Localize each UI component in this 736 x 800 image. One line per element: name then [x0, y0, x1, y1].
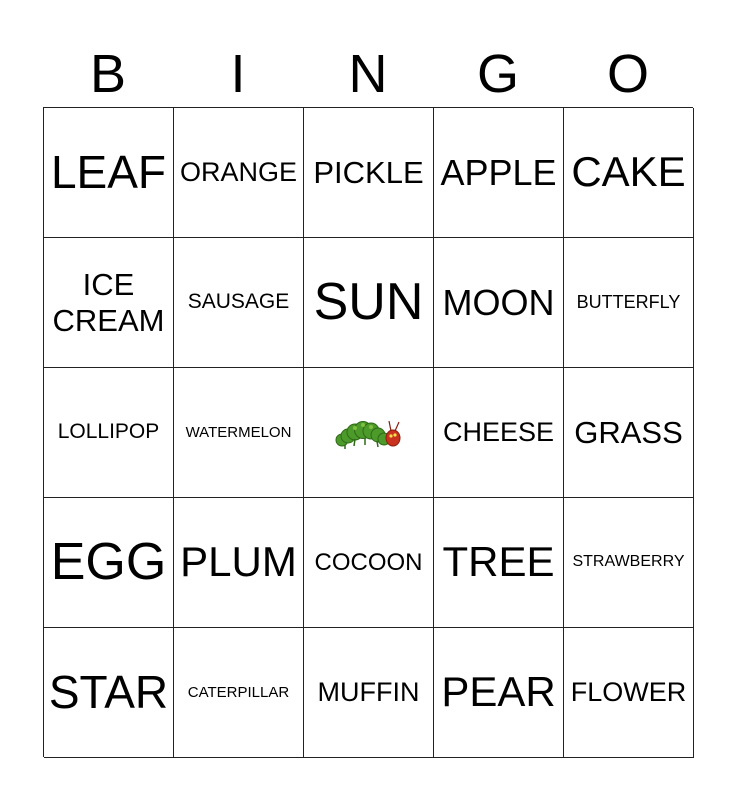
- header-letter-i: I: [230, 44, 246, 104]
- bingo-cell[interactable]: [434, 108, 564, 238]
- bingo-cell[interactable]: [44, 628, 174, 758]
- cell-word: BUTTERFLY: [576, 292, 681, 313]
- bingo-card-grid: [43, 107, 693, 757]
- bingo-cell[interactable]: [44, 238, 174, 368]
- bingo-cell[interactable]: [564, 498, 694, 628]
- bingo-cell[interactable]: [304, 238, 434, 368]
- cell-word: PICKLE: [313, 154, 424, 190]
- cell-word: GRASS: [574, 414, 683, 450]
- cell-word: WATERMELON: [185, 423, 292, 441]
- cell-word: ORANGE: [179, 156, 298, 187]
- cell-word: TREE: [442, 538, 555, 586]
- bingo-cell[interactable]: [44, 498, 174, 628]
- bingo-cell[interactable]: [304, 108, 434, 238]
- bingo-cell[interactable]: [434, 628, 564, 758]
- cell-word: LOLLIPOP: [57, 420, 160, 444]
- bingo-cell[interactable]: [174, 108, 304, 238]
- bingo-cell[interactable]: [174, 238, 304, 368]
- cell-word: SUN: [313, 272, 424, 331]
- bingo-cell[interactable]: [174, 628, 304, 758]
- bingo-header: [43, 42, 693, 106]
- bingo-cell[interactable]: [44, 368, 174, 498]
- cell-word: CHEESE: [442, 416, 555, 447]
- cell-word: CAKE: [571, 148, 686, 196]
- bingo-cell[interactable]: [304, 498, 434, 628]
- cell-word: LEAF: [50, 146, 167, 199]
- cell-word: MOON: [442, 281, 555, 323]
- cell-word: EGG: [50, 532, 167, 591]
- header-letter-b: B: [89, 44, 127, 104]
- header-letter-n: N: [348, 44, 388, 104]
- cell-word: COCOON: [314, 548, 423, 576]
- cell-word: ICE CREAM: [52, 266, 165, 338]
- bingo-cell[interactable]: [304, 628, 434, 758]
- bingo-cell[interactable]: [564, 628, 694, 758]
- bingo-cell[interactable]: [564, 238, 694, 368]
- bingo-cell[interactable]: [564, 108, 694, 238]
- cell-word: SAUSAGE: [187, 290, 290, 314]
- free-space-cell[interactable]: [304, 368, 434, 498]
- bingo-cell[interactable]: [434, 498, 564, 628]
- header-letter-o: O: [606, 44, 649, 104]
- bingo-cell[interactable]: [174, 368, 304, 498]
- bingo-cell[interactable]: [434, 368, 564, 498]
- cell-word: MUFFIN: [317, 676, 420, 707]
- cell-word: CATERPILLAR: [187, 683, 290, 701]
- caterpillar-icon: [333, 413, 405, 453]
- bingo-cell[interactable]: [564, 368, 694, 498]
- cell-word: APPLE: [440, 151, 557, 193]
- bingo-cell[interactable]: [44, 108, 174, 238]
- cell-word: PEAR: [441, 668, 556, 716]
- bingo-cell[interactable]: [434, 238, 564, 368]
- bingo-cell[interactable]: [174, 498, 304, 628]
- cell-word: STRAWBERRY: [572, 553, 685, 571]
- cell-word: PLUM: [180, 538, 297, 586]
- cell-word: STAR: [48, 666, 169, 719]
- cell-word: FLOWER: [570, 676, 687, 707]
- header-letter-g: G: [476, 44, 519, 104]
